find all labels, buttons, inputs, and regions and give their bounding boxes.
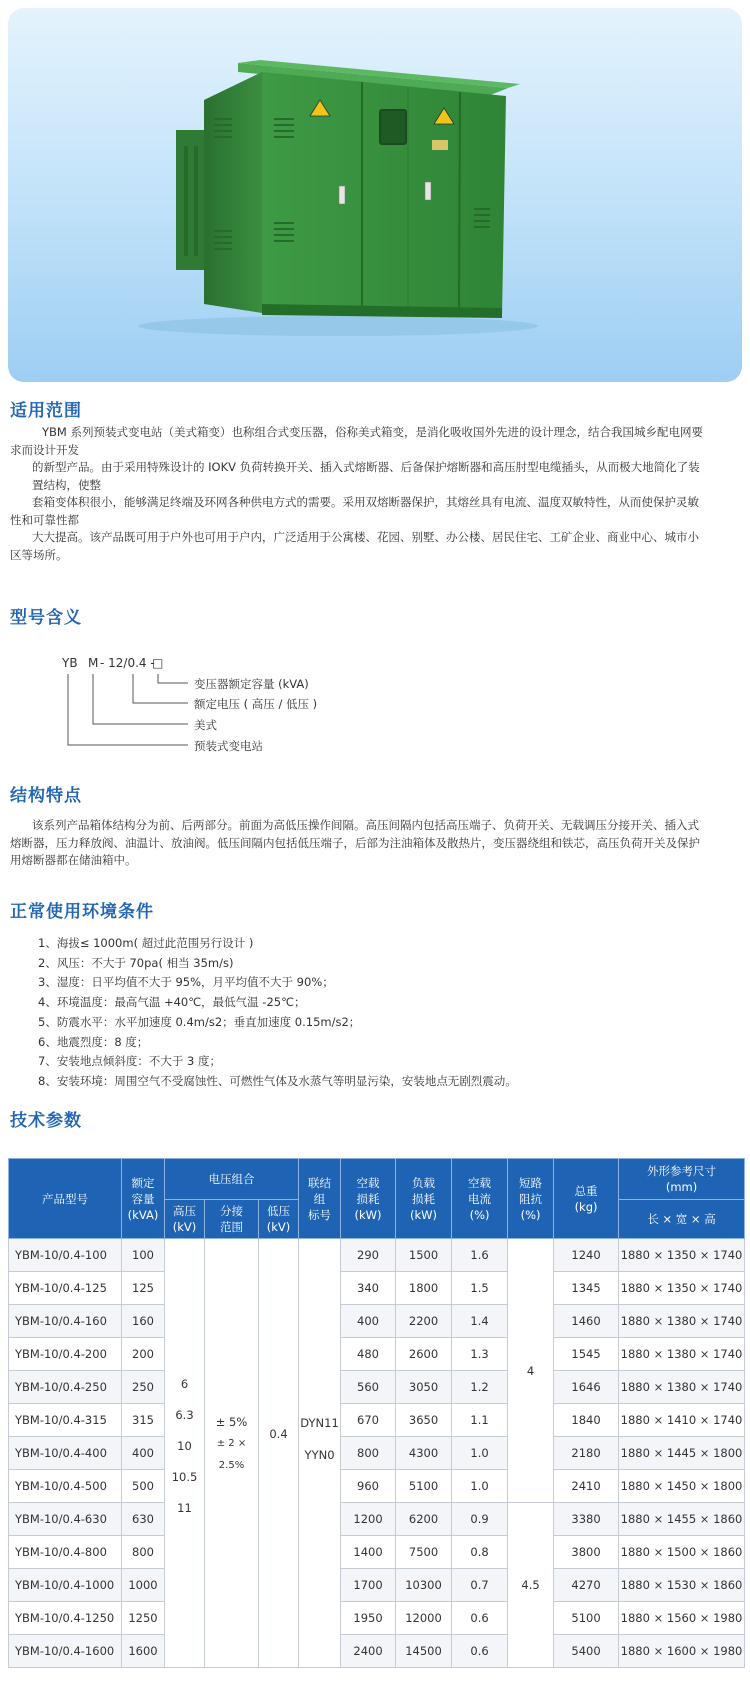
header-capacity: 额定 容量 (kVA) [122, 1159, 165, 1239]
header-hv: 高压 (kV) [165, 1200, 205, 1239]
cell-noload: 400 [341, 1305, 396, 1338]
cell-current: 0.9 [452, 1503, 508, 1536]
section-title-parameters: 技术参数 [10, 1111, 82, 1131]
table-row [9, 1536, 745, 1569]
cell-dim: 1880 × 1350 × 1740 [619, 1239, 745, 1272]
cell-cap: 630 [122, 1503, 165, 1536]
cell-impedance-b: 4.5 [508, 1503, 554, 1668]
cell-noload: 480 [341, 1338, 396, 1371]
tap-value: ± 5% [215, 1415, 248, 1429]
list-item: 5、防震水平：水平加速度 0.4m/s2；垂直加速度 0.15m/s2； [38, 1014, 361, 1029]
cell-load: 14500 [396, 1635, 452, 1668]
cell-cap: 1600 [122, 1635, 165, 1668]
cell-current: 0.6 [452, 1602, 508, 1635]
product-photo [8, 8, 742, 382]
section-title-scope: 适用范围 [10, 401, 82, 421]
cell-model: YBM-10/0.4-1600 [9, 1635, 122, 1668]
cell-cap: 800 [122, 1536, 165, 1569]
cell-dim: 1880 × 1380 × 1740 [619, 1371, 745, 1404]
cell-model: YBM-10/0.4-315 [9, 1404, 122, 1437]
cell-noload: 1400 [341, 1536, 396, 1569]
header-noload-loss: 空载 损耗 (kW) [341, 1159, 396, 1239]
cell-impedance-a: 4 [508, 1239, 554, 1503]
cell-current: 0.7 [452, 1569, 508, 1602]
cell-weight: 1345 [554, 1272, 619, 1305]
cell-load: 10300 [396, 1569, 452, 1602]
cell-cap: 1250 [122, 1602, 165, 1635]
model-code-box: □ [152, 656, 164, 670]
table-row [9, 1371, 745, 1404]
header-voltage-group: 电压组合 [165, 1159, 299, 1200]
cell-current: 1.5 [452, 1272, 508, 1305]
cell-model: YBM-10/0.4-500 [9, 1470, 122, 1503]
cell-weight: 1460 [554, 1305, 619, 1338]
cell-cap: 400 [122, 1437, 165, 1470]
tap-value: ± 2 × 2.5% [216, 1438, 247, 1471]
cell-weight: 3380 [554, 1503, 619, 1536]
cell-model: YBM-10/0.4-200 [9, 1338, 122, 1371]
cell-dim: 1880 × 1445 × 1800 [619, 1437, 745, 1470]
cell-lv-merged [259, 1239, 299, 1668]
cell-dim: 1880 × 1380 × 1740 [619, 1305, 745, 1338]
hv-value: 10.5 [171, 1470, 198, 1484]
scope-line: 求而设计开发 [10, 442, 79, 457]
cell-hv-merged [165, 1239, 205, 1668]
environment-list [38, 934, 517, 1092]
connection-value: YYN0 [304, 1448, 335, 1462]
list-item: 7、安装地点倾斜度：不大于 3 度； [38, 1054, 221, 1069]
cell-dim: 1880 × 1560 × 1980 [619, 1602, 745, 1635]
cell-cap: 200 [122, 1338, 165, 1371]
model-code-m: M [88, 656, 99, 670]
parameters-table [8, 1158, 745, 1668]
cell-model: YBM-10/0.4-400 [9, 1437, 122, 1470]
cell-load: 1800 [396, 1272, 452, 1305]
table-row [9, 1437, 745, 1470]
cell-weight: 1240 [554, 1239, 619, 1272]
scope-line: 的新型产品。由于采用特殊设计的 IOKV 负荷转换开关、插入式熔断器、后备保护熔断器和高压肘型电缆插头，从而极大地简化了装 [32, 460, 700, 474]
table-row [9, 1305, 745, 1338]
cell-current: 1.1 [452, 1404, 508, 1437]
cell-cap: 125 [122, 1272, 165, 1305]
cell-dim: 1880 × 1530 × 1860 [619, 1569, 745, 1602]
cell-current: 1.0 [452, 1437, 508, 1470]
cell-weight: 1545 [554, 1338, 619, 1371]
cell-noload: 1950 [341, 1602, 396, 1635]
cell-current: 1.3 [452, 1338, 508, 1371]
header-dimensions-sub: 长 × 宽 × 高 [619, 1200, 745, 1239]
cell-load: 3650 [396, 1404, 452, 1437]
section-title-model: 型号含义 [10, 608, 82, 628]
cell-model: YBM-10/0.4-1250 [9, 1602, 122, 1635]
table-row [9, 1404, 745, 1437]
scope-line: 性和可靠性都 [10, 512, 79, 527]
cell-weight: 5400 [554, 1635, 619, 1668]
cell-load: 4300 [396, 1437, 452, 1470]
hv-value: 6 [180, 1377, 189, 1391]
cell-noload: 1200 [341, 1503, 396, 1536]
cell-model: YBM-10/0.4-630 [9, 1503, 122, 1536]
table-row [9, 1470, 745, 1503]
list-item: 4、环境温度：最高气温 +40℃，最低气温 -25℃； [38, 995, 306, 1010]
scope-line: YBM 系列预装式变电站（美式箱变）也称组合式变压器，俗称美式箱变，是消化吸收国外先进的设计理念，结合我国城乡配电网要 [42, 425, 703, 439]
connection-value: DYN11 [300, 1416, 339, 1430]
cell-current: 1.6 [452, 1239, 508, 1272]
table-row [9, 1239, 745, 1272]
cell-load: 7500 [396, 1536, 452, 1569]
cell-model: YBM-10/0.4-250 [9, 1371, 122, 1404]
list-item: 2、风压：不大于 70pa( 相当 35m/s) [38, 955, 234, 970]
structure-paragraph [10, 817, 740, 870]
model-label-american: 美式 [194, 718, 217, 732]
scope-paragraph [10, 424, 740, 564]
cell-weight: 5100 [554, 1602, 619, 1635]
cell-cap: 500 [122, 1470, 165, 1503]
header-noload-current: 空载 电流 (%) [452, 1159, 508, 1239]
structure-line: 该系列产品箱体结构分为前、后两部分。前面为高低压操作间隔。高压间隔内包括高压端子、负荷开关、无载调压分接开关、插入式 [32, 818, 699, 832]
cell-dim: 1880 × 1450 × 1800 [619, 1470, 745, 1503]
lv-value: 0.4 [269, 1427, 288, 1441]
cell-dim: 1880 × 1500 × 1860 [619, 1536, 745, 1569]
header-weight: 总重 (kg) [554, 1159, 619, 1239]
cell-dim: 1880 × 1455 × 1860 [619, 1503, 745, 1536]
table-row [9, 1503, 745, 1536]
section-title-environment: 正常使用环境条件 [10, 902, 154, 922]
hv-value: 11 [177, 1501, 192, 1515]
structure-line: 用熔断器都在储油箱中。 [10, 853, 137, 867]
cell-weight: 4270 [554, 1569, 619, 1602]
cell-noload: 1700 [341, 1569, 396, 1602]
scope-line: 置结构，使整 [32, 477, 101, 492]
cell-noload: 560 [341, 1371, 396, 1404]
cell-load: 12000 [396, 1602, 452, 1635]
cell-noload: 800 [341, 1437, 396, 1470]
cell-weight: 2180 [554, 1437, 619, 1470]
list-item: 8、安装环境：周围空气不受腐蚀性、可燃性气体及水蒸气等明显污染，安装地点无剧烈震动。 [38, 1073, 517, 1088]
cell-current: 1.0 [452, 1470, 508, 1503]
cell-current: 1.4 [452, 1305, 508, 1338]
header-dimensions: 外形参考尺寸 (mm) [619, 1159, 745, 1200]
model-label-prefab: 预装式变电站 [194, 739, 263, 753]
header-tap: 分接 范围 [205, 1200, 259, 1239]
cell-dim: 1880 × 1350 × 1740 [619, 1272, 745, 1305]
cell-model: YBM-10/0.4-800 [9, 1536, 122, 1569]
header-load-loss: 负载 损耗 (kW) [396, 1159, 452, 1239]
scope-line: 区等场所。 [10, 547, 68, 562]
model-label-voltage: 额定电压 ( 高压 / 低压 ) [194, 697, 318, 711]
cell-weight: 2410 [554, 1470, 619, 1503]
scope-line: 大大提高。该产品既可用于户外也可用于户内，广泛适用于公寓楼、花园、别墅、办公楼、居民住宅、工矿企业、商业中心、城市小 [32, 530, 699, 544]
cell-load: 2200 [396, 1305, 452, 1338]
cell-current: 0.6 [452, 1635, 508, 1668]
cell-cap: 160 [122, 1305, 165, 1338]
list-item: 3、湿度：日平均值不大于 95%，月平均值不大于 90%； [38, 975, 334, 990]
substation-illustration [8, 8, 742, 382]
cell-model: YBM-10/0.4-1000 [9, 1569, 122, 1602]
table-row [9, 1272, 745, 1305]
cell-load: 5100 [396, 1470, 452, 1503]
cell-cap: 250 [122, 1371, 165, 1404]
header-model: 产品型号 [9, 1159, 122, 1239]
cell-weight: 1646 [554, 1371, 619, 1404]
list-item: 6、地震烈度：8 度； [38, 1034, 149, 1049]
cell-cap: 100 [122, 1239, 165, 1272]
cell-current: 1.2 [452, 1371, 508, 1404]
cell-tap-merged [205, 1239, 259, 1668]
cell-weight: 3800 [554, 1536, 619, 1569]
model-label-capacity: 变压器额定容量 (kVA) [194, 677, 309, 691]
cell-dim: 1880 × 1380 × 1740 [619, 1338, 745, 1371]
table-row [9, 1635, 745, 1668]
cell-model: YBM-10/0.4-125 [9, 1272, 122, 1305]
cell-cap: 1000 [122, 1569, 165, 1602]
scope-line: 套箱变体积很小，能够满足终端及环网各种供电方式的需要。采用双熔断器保护，其熔丝具有电流、温度双敏特性，从而使保护灵敏 [32, 495, 699, 509]
cell-load: 6200 [396, 1503, 452, 1536]
cell-cap: 315 [122, 1404, 165, 1437]
cell-noload: 960 [341, 1470, 396, 1503]
cell-model: YBM-10/0.4-160 [9, 1305, 122, 1338]
cell-noload: 340 [341, 1272, 396, 1305]
header-lv: 低压 (kV) [259, 1200, 299, 1239]
list-item: 1、海拔≤ 1000m( 超过此范围另行设计 ) [38, 936, 254, 950]
structure-line: 熔断器，压力释放阀、油温计、放油阀。低压间隔内包括低压端子，后部为注油箱体及散热片，变压器绕组和铁芯，高压负荷开关及保护 [10, 835, 700, 850]
cell-load: 1500 [396, 1239, 452, 1272]
hv-value: 6.3 [175, 1408, 194, 1422]
cell-dim: 1880 × 1600 × 1980 [619, 1635, 745, 1668]
model-code-diagram [58, 656, 458, 766]
table-row [9, 1338, 745, 1371]
model-code-rest: - 12/0.4 - [100, 656, 155, 670]
cell-model: YBM-10/0.4-100 [9, 1239, 122, 1272]
cell-dim: 1880 × 1410 × 1740 [619, 1404, 745, 1437]
table-row [9, 1569, 745, 1602]
header-connection: 联结 组 标号 [299, 1159, 341, 1239]
cell-connection-merged [299, 1239, 341, 1668]
model-code-yb: YB [62, 656, 78, 670]
header-impedance: 短路 阻抗 (%) [508, 1159, 554, 1239]
cell-noload: 2400 [341, 1635, 396, 1668]
cell-noload: 670 [341, 1404, 396, 1437]
cell-load: 2600 [396, 1338, 452, 1371]
cell-load: 3050 [396, 1371, 452, 1404]
section-title-structure: 结构特点 [10, 786, 82, 806]
table-row [9, 1602, 745, 1635]
cell-weight: 1840 [554, 1404, 619, 1437]
parameters-table-body [9, 1239, 745, 1668]
cell-noload: 290 [341, 1239, 396, 1272]
cell-current: 0.8 [452, 1536, 508, 1569]
hv-value: 10 [177, 1439, 192, 1453]
